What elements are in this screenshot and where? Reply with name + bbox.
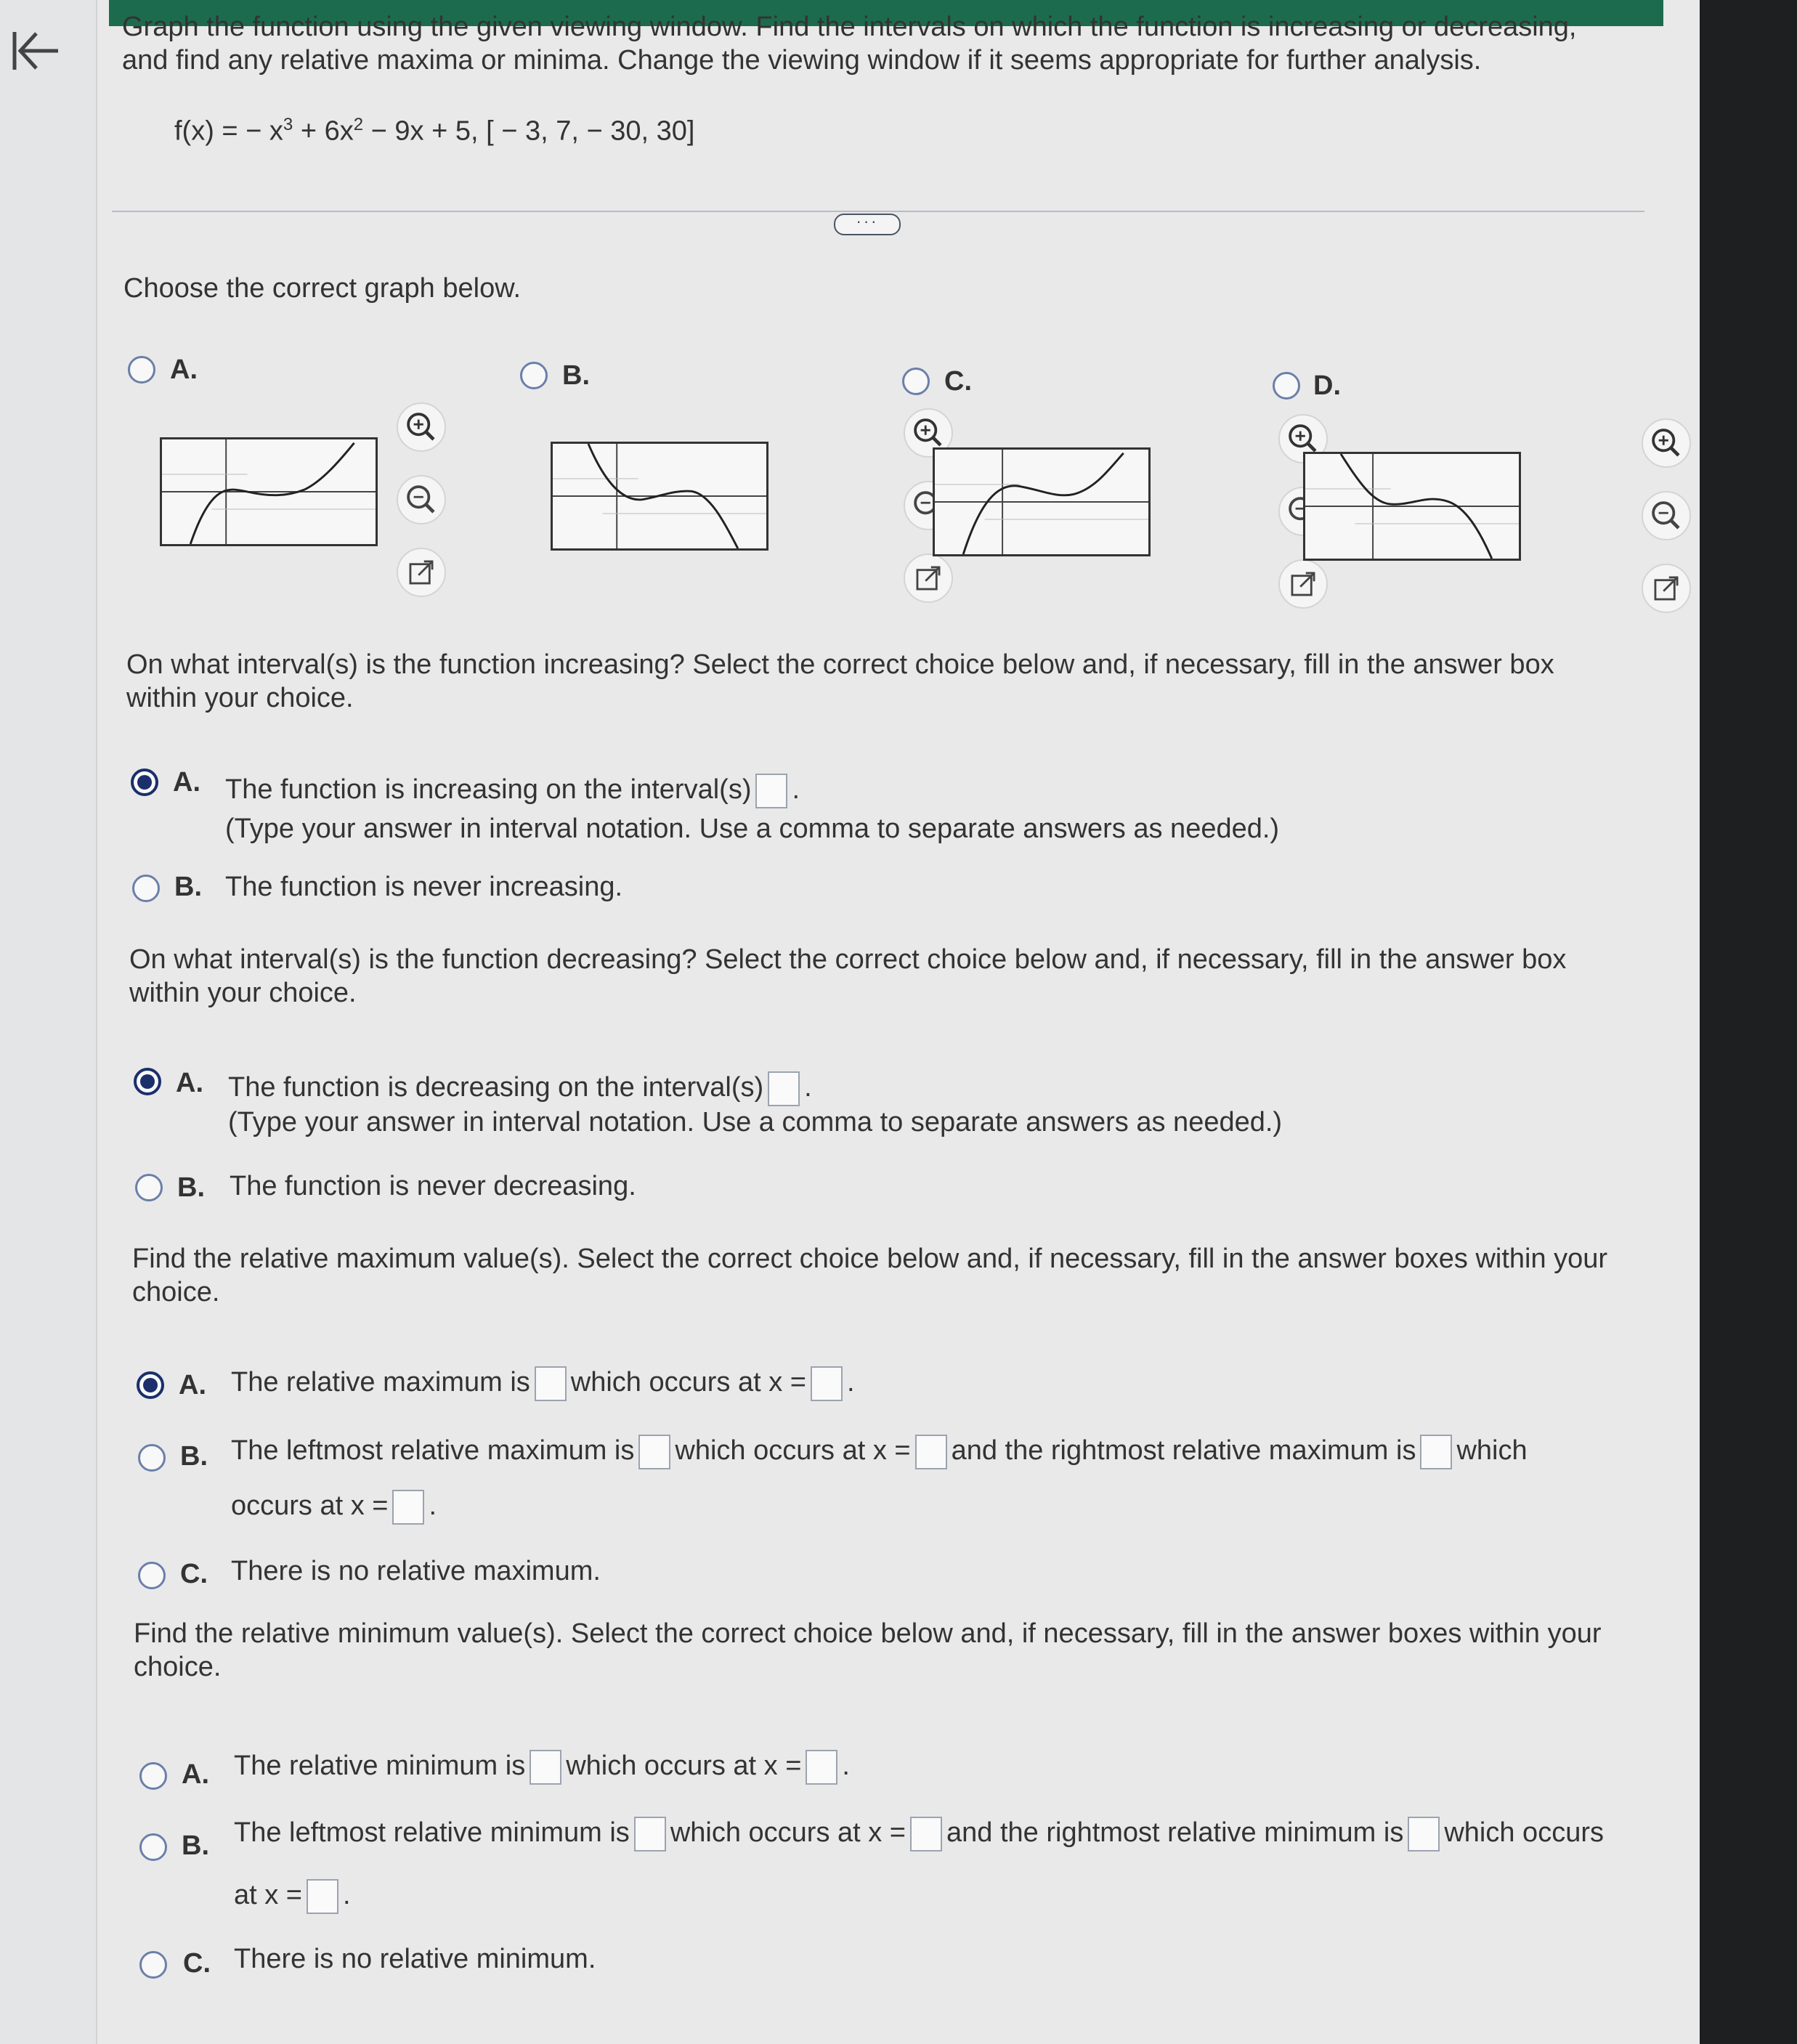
maximum-option-a	[231, 1366, 855, 1401]
maximum-option-c-letter: C.	[180, 1559, 208, 1589]
more-options-button[interactable]: ···	[834, 214, 901, 235]
open-new-window-icon	[398, 549, 445, 596]
minimum-option-a-text2: which occurs at x =	[566, 1751, 802, 1781]
increasing-interval-input[interactable]	[755, 774, 787, 808]
maximum-option-b	[231, 1434, 1698, 1469]
graph-d-zoom-in-button[interactable]	[1642, 418, 1691, 468]
maximum-option-a-letter: A.	[179, 1370, 206, 1400]
decreasing-option-b-letter: B.	[177, 1172, 205, 1203]
zoom-out-icon	[1643, 492, 1689, 539]
zoom-out-icon	[398, 476, 445, 523]
zoom-in-icon	[1643, 420, 1689, 466]
maximum-option-b-text1: The leftmost relative maximum is	[231, 1435, 635, 1466]
decreasing-option-a-radio[interactable]	[134, 1068, 161, 1095]
minimum-option-b-letter: B.	[182, 1830, 209, 1861]
increasing-option-a-radio[interactable]	[131, 768, 158, 796]
period: .	[792, 774, 800, 805]
relative-minimum-input[interactable]	[530, 1750, 561, 1785]
graph-prompt: Choose the correct graph below.	[123, 273, 522, 304]
function-term2: + 6x	[293, 115, 354, 147]
increasing-option-a-text: The function is increasing on the interval(s)	[225, 774, 752, 805]
decreasing-option-a-text: The function is decreasing on the interval(s)	[228, 1072, 764, 1103]
left-rail	[0, 0, 97, 2044]
minimum-option-b-text3: and the rightmost relative minimum is	[946, 1817, 1404, 1848]
graph-option-d-letter: D.	[1313, 370, 1341, 401]
decreasing-interval-input[interactable]	[768, 1071, 800, 1106]
back-arrow-icon	[6, 22, 64, 80]
maximum-prompt: Find the relative maximum value(s). Select the correct choice below and, if necessary, fill in the answer boxes within your choice.	[132, 1244, 1608, 1307]
decreasing-option-a	[228, 1071, 812, 1106]
rightmost-maximum-x-input[interactable]	[392, 1490, 424, 1525]
graph-a-open-button[interactable]	[397, 548, 446, 597]
maximum-option-b-text3: and the rightmost relative maximum is	[951, 1435, 1416, 1466]
decreasing-option-a-letter: A.	[176, 1068, 203, 1098]
maximum-option-a-radio[interactable]	[137, 1371, 164, 1399]
maximum-option-b-line2	[231, 1489, 437, 1525]
graph-option-a-radio[interactable]	[128, 356, 155, 384]
graph-option-d-radio[interactable]	[1273, 372, 1300, 400]
zoom-in-icon	[398, 404, 445, 450]
graph-option-a[interactable]	[160, 437, 378, 546]
open-new-window-icon	[1643, 565, 1689, 612]
rightmost-maximum-input[interactable]	[1420, 1435, 1452, 1469]
minimum-option-b-text5: at x =	[234, 1880, 302, 1910]
period: .	[343, 1880, 351, 1910]
increasing-option-a	[225, 773, 800, 808]
minimum-option-b-text4: which occurs	[1444, 1817, 1604, 1848]
minimum-option-b-line2	[234, 1878, 351, 1914]
exponent-3: 3	[283, 115, 293, 134]
graph-option-c-letter: C.	[944, 366, 972, 397]
minimum-option-c-letter: C.	[183, 1948, 211, 1979]
maximum-option-a-text1: The relative maximum is	[231, 1367, 530, 1398]
question-instructions: Graph the function using the given viewing window. Find the intervals on which the function is increasing or decreasing, and find any relative maxima or minima. Change the viewing window if it seems appropriate for further analysis.	[122, 12, 1577, 76]
maximum-option-c-text: There is no relative maximum.	[231, 1556, 601, 1586]
graph-option-d[interactable]	[1303, 452, 1521, 561]
minimum-option-c-text: There is no relative minimum.	[234, 1944, 596, 1974]
graph-a-zoom-in-button[interactable]	[397, 402, 446, 452]
increasing-option-a-hint: (Type your answer in interval notation. Use a comma to separate answers as needed.)	[225, 814, 1280, 844]
decreasing-prompt: On what interval(s) is the function decreasing? Select the correct choice below and, if necessary, fill in the answer box within your choice.	[129, 944, 1567, 1008]
increasing-option-b-text: The function is never increasing.	[225, 872, 623, 902]
relative-maximum-x-input[interactable]	[811, 1366, 843, 1401]
increasing-prompt: On what interval(s) is the function increasing? Select the correct choice below and, if necessary, fill in the answer box within your choice.	[126, 649, 1554, 713]
maximum-option-b-text5: occurs at x =	[231, 1491, 389, 1521]
relative-maximum-input[interactable]	[535, 1366, 567, 1401]
leftmost-maximum-input[interactable]	[638, 1435, 670, 1469]
decreasing-option-b-radio[interactable]	[135, 1174, 163, 1201]
exponent-2: 2	[353, 115, 364, 134]
maximum-option-b-text4: which	[1456, 1435, 1528, 1466]
graph-d-open-button[interactable]	[1642, 564, 1691, 613]
minimum-option-b	[234, 1816, 1701, 1852]
back-button[interactable]	[6, 22, 64, 80]
maximum-option-a-text2: which occurs at x =	[570, 1367, 806, 1398]
function-definition	[174, 115, 694, 147]
graph-option-b[interactable]	[551, 442, 768, 551]
graph-option-b-radio[interactable]	[520, 362, 548, 389]
open-new-window-icon	[1280, 561, 1326, 607]
maximum-option-b-letter: B.	[180, 1441, 208, 1472]
increasing-option-a-letter: A.	[173, 767, 200, 798]
decreasing-option-b-text: The function is never decreasing.	[230, 1171, 636, 1201]
function-prefix: f(x) = − x	[174, 115, 283, 147]
period: .	[842, 1751, 850, 1781]
minimum-option-c-radio[interactable]	[139, 1951, 167, 1979]
open-new-window-icon	[905, 555, 952, 601]
minimum-prompt: Find the relative minimum value(s). Select the correct choice below and, if necessary, fill in the answer boxes within your choice.	[134, 1618, 1602, 1682]
graph-option-c-radio[interactable]	[902, 368, 930, 395]
increasing-option-b-radio[interactable]	[132, 875, 160, 902]
graph-a-zoom-out-button[interactable]	[397, 475, 446, 524]
rightmost-minimum-x-input[interactable]	[307, 1879, 338, 1914]
maximum-option-c-radio[interactable]	[138, 1562, 166, 1589]
leftmost-maximum-x-input[interactable]	[915, 1435, 947, 1469]
decreasing-option-a-hint: (Type your answer in interval notation. Use a comma to separate answers as needed.)	[228, 1107, 1283, 1137]
minimum-option-b-text2: which occurs at x =	[670, 1817, 906, 1848]
graph-c-open-button[interactable]	[1278, 559, 1328, 609]
rightmost-minimum-input[interactable]	[1408, 1817, 1440, 1852]
graph-b-open-button[interactable]	[904, 553, 953, 603]
minimum-option-a	[234, 1749, 850, 1785]
period: .	[804, 1072, 812, 1103]
function-rest: − 9x + 5, [ − 3, 7, − 30, 30]	[363, 115, 695, 147]
question-content	[122, 0, 1669, 2044]
graph-d-zoom-out-button[interactable]	[1642, 491, 1691, 540]
section-divider	[112, 211, 1644, 212]
period: .	[429, 1491, 437, 1521]
maximum-option-b-text2: which occurs at x =	[675, 1435, 911, 1466]
minimum-option-b-radio[interactable]	[139, 1833, 167, 1861]
relative-minimum-x-input[interactable]	[806, 1750, 837, 1785]
increasing-option-b-letter: B.	[174, 872, 202, 902]
minimum-option-a-letter: A.	[182, 1759, 209, 1790]
graph-option-b-letter: B.	[562, 360, 590, 391]
minimum-option-a-text1: The relative minimum is	[234, 1751, 526, 1781]
minimum-option-b-text1: The leftmost relative minimum is	[234, 1817, 630, 1848]
period: .	[846, 1367, 855, 1398]
minimum-option-a-radio[interactable]	[139, 1762, 167, 1790]
maximum-option-b-radio[interactable]	[138, 1444, 166, 1472]
graph-option-c[interactable]	[933, 447, 1151, 556]
graph-option-a-letter: A.	[170, 354, 198, 385]
leftmost-minimum-input[interactable]	[634, 1817, 666, 1852]
leftmost-minimum-x-input[interactable]	[910, 1817, 942, 1852]
